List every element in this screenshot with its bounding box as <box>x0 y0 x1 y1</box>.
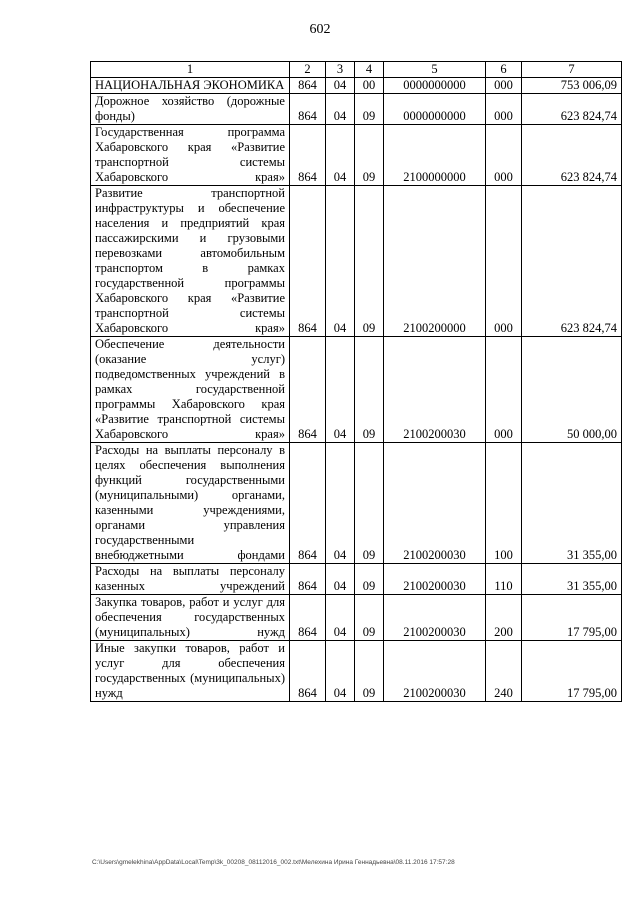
row-amount: 50 000,00 <box>522 337 622 443</box>
row-code-3: 04 <box>326 337 355 443</box>
row-code-2: 864 <box>290 337 326 443</box>
row-amount: 17 795,00 <box>522 641 622 702</box>
row-code-2: 864 <box>290 443 326 564</box>
row-code-5: 0000000000 <box>384 78 486 94</box>
row-code-5: 2100000000 <box>384 125 486 186</box>
row-amount: 623 824,74 <box>522 94 622 125</box>
row-code-3: 04 <box>326 641 355 702</box>
row-name: Дорожное хозяйство (дорожные фонды) <box>91 94 290 125</box>
row-amount: 31 355,00 <box>522 564 622 595</box>
row-code-6: 000 <box>486 337 522 443</box>
row-code-6: 000 <box>486 78 522 94</box>
row-name: Расходы на выплаты персоналу казенных учреждений <box>91 564 290 595</box>
row-amount: 31 355,00 <box>522 443 622 564</box>
row-code-3: 04 <box>326 78 355 94</box>
row-name: Государственная программа Хабаровского края «Развитие транспортной системы Хабаровского края» <box>91 125 290 186</box>
row-code-4: 09 <box>355 94 384 125</box>
row-code-4: 09 <box>355 595 384 641</box>
row-code-6: 240 <box>486 641 522 702</box>
row-code-2: 864 <box>290 78 326 94</box>
table-row <box>91 641 622 702</box>
row-code-2: 864 <box>290 641 326 702</box>
row-code-2: 864 <box>290 125 326 186</box>
row-code-3: 04 <box>326 595 355 641</box>
column-header-2: 2 <box>290 62 326 78</box>
row-code-6: 100 <box>486 443 522 564</box>
row-code-5: 2100200000 <box>384 186 486 337</box>
column-header-6: 6 <box>486 62 522 78</box>
budget-table <box>90 61 622 702</box>
row-code-6: 000 <box>486 94 522 125</box>
column-header-3: 3 <box>326 62 355 78</box>
row-amount: 17 795,00 <box>522 595 622 641</box>
row-code-3: 04 <box>326 125 355 186</box>
table-row <box>91 337 622 443</box>
row-code-5: 2100200030 <box>384 443 486 564</box>
table-row <box>91 443 622 564</box>
row-name: Расходы на выплаты персоналу в целях обеспечения выполнения функций государственными (муниципальными) органами, казенными учреждениями, органами управления государственными внебюджетными фондами <box>91 443 290 564</box>
table-row <box>91 125 622 186</box>
table-row <box>91 595 622 641</box>
row-code-4: 09 <box>355 125 384 186</box>
row-code-5: 2100200030 <box>384 641 486 702</box>
row-code-5: 2100200030 <box>384 595 486 641</box>
column-header-5: 5 <box>384 62 486 78</box>
row-code-4: 09 <box>355 443 384 564</box>
row-name: НАЦИОНАЛЬНАЯ ЭКОНОМИКА <box>91 78 290 94</box>
column-header-4: 4 <box>355 62 384 78</box>
row-code-2: 864 <box>290 595 326 641</box>
row-amount: 623 824,74 <box>522 125 622 186</box>
row-code-4: 09 <box>355 641 384 702</box>
row-name: Закупка товаров, работ и услуг для обеспечения государственных (муниципальных) нужд <box>91 595 290 641</box>
row-code-4: 00 <box>355 78 384 94</box>
row-code-2: 864 <box>290 94 326 125</box>
header-row <box>91 62 622 78</box>
table-row <box>91 564 622 595</box>
row-code-5: 2100200030 <box>384 337 486 443</box>
row-code-3: 04 <box>326 94 355 125</box>
row-code-2: 864 <box>290 186 326 337</box>
column-header-1: 1 <box>91 62 290 78</box>
row-code-4: 09 <box>355 564 384 595</box>
row-name: Обеспечение деятельности (оказание услуг) подведомственных учреждений в рамках государственной программы Хабаровского края «Развитие транспортной системы Хабаровского края» <box>91 337 290 443</box>
row-name: Развитие транспортной инфраструктуры и обеспечение населения и предприятий края пассажирскими и грузовыми перевозками автомобильным транспортом в рамках государственной программы Хабаровского края «Развитие транспортной системы Хабаровского края» <box>91 186 290 337</box>
row-code-5: 2100200030 <box>384 564 486 595</box>
table-row <box>91 94 622 125</box>
row-amount: 623 824,74 <box>522 186 622 337</box>
row-code-4: 09 <box>355 186 384 337</box>
table-row <box>91 78 622 94</box>
row-code-2: 864 <box>290 564 326 595</box>
column-header-7: 7 <box>522 62 622 78</box>
row-code-6: 200 <box>486 595 522 641</box>
row-code-5: 0000000000 <box>384 94 486 125</box>
table-row <box>91 186 622 337</box>
row-code-4: 09 <box>355 337 384 443</box>
row-code-3: 04 <box>326 186 355 337</box>
page-number: 602 <box>309 22 331 37</box>
row-code-3: 04 <box>326 564 355 595</box>
row-code-6: 000 <box>486 186 522 337</box>
file-path-footer: C:\Users\gmelekhina\AppData\Local\Temp\3k_00208_08112016_002.txt\Мелехина Ирина Геннадьевна\08.11.2016 17:57:28 <box>92 859 455 866</box>
row-code-3: 04 <box>326 443 355 564</box>
row-code-6: 110 <box>486 564 522 595</box>
row-amount: 753 006,09 <box>522 78 622 94</box>
row-code-6: 000 <box>486 125 522 186</box>
row-name: Иные закупки товаров, работ и услуг для обеспечения государственных (муниципальных) нужд <box>91 641 290 702</box>
